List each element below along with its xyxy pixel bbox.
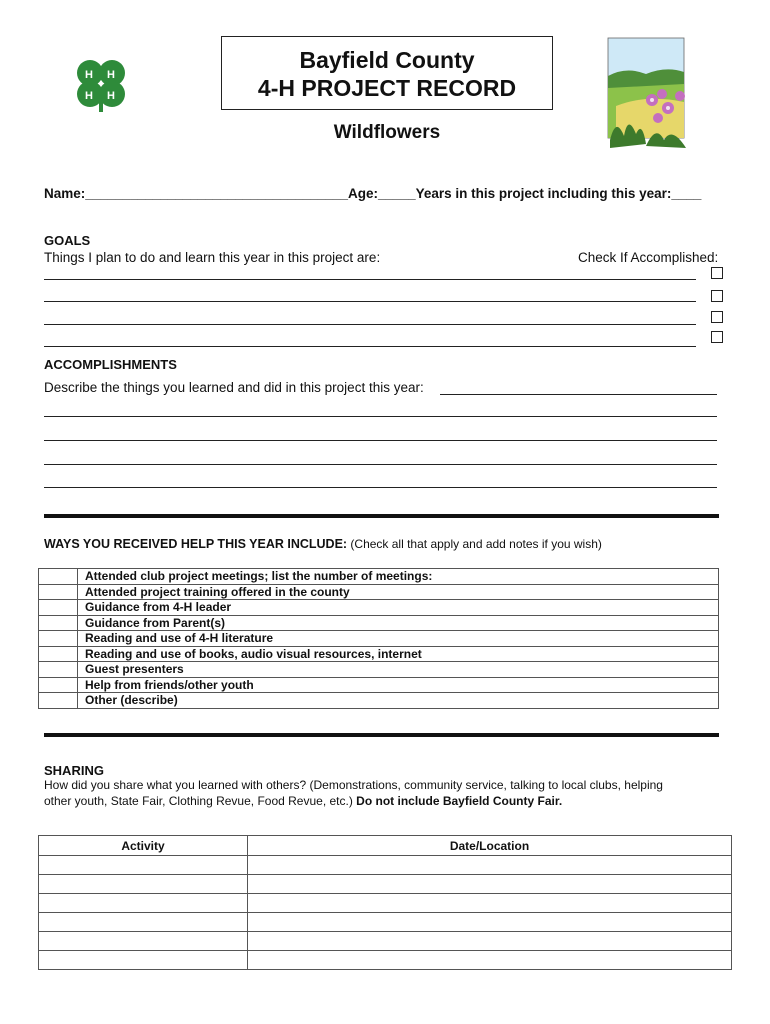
help-check-cell[interactable] [39,677,78,693]
accomplishments-heading: ACCOMPLISHMENTS [44,357,177,372]
date-location-cell[interactable] [248,932,732,951]
sharing-table [38,835,732,970]
activity-cell[interactable] [39,951,248,970]
goal-checkbox[interactable] [711,331,723,343]
activity-cell[interactable] [39,913,248,932]
wildflower-illustration [606,36,690,154]
date-location-cell[interactable] [248,951,732,970]
column-header-activity: Activity [39,836,248,856]
table-row [39,615,719,631]
help-item: Reading and use of 4-H literature [78,631,719,647]
title-county: Bayfield County [299,47,475,73]
title-record: 4-H PROJECT RECORD [257,75,517,101]
help-heading-row [44,537,602,551]
table-row [39,932,732,951]
table-row [39,600,719,616]
title-box [221,36,553,110]
help-check-cell[interactable] [39,615,78,631]
table-row [39,584,719,600]
table-row [39,693,719,709]
svg-text:H: H [107,69,115,81]
activity-cell[interactable] [39,932,248,951]
help-item: Other (describe) [78,693,719,709]
sharing-text-line1: How did you share what you learned with others? (Demonstrations, community service, talking to local clubs, helping [44,778,663,792]
table-row [39,662,719,678]
section-divider [44,733,719,737]
help-item: Guidance from Parent(s) [78,615,719,631]
date-location-cell[interactable] [248,913,732,932]
help-check-cell[interactable] [39,569,78,585]
help-check-cell[interactable] [39,584,78,600]
goals-heading: GOALS [44,233,91,248]
table-row [39,894,732,913]
goal-line[interactable] [44,301,696,302]
svg-text:H: H [85,90,93,102]
help-heading: WAYS YOU RECEIVED HELP THIS YEAR INCLUDE: [44,537,348,551]
goal-line[interactable] [44,346,696,347]
table-row [39,951,732,970]
help-item: Help from friends/other youth [78,677,719,693]
help-check-cell[interactable] [39,693,78,709]
goal-line[interactable] [44,324,696,325]
help-check-cell[interactable] [39,600,78,616]
date-location-cell[interactable] [248,875,732,894]
goal-checkbox[interactable] [711,311,723,323]
activity-cell[interactable] [39,894,248,913]
help-check-cell[interactable] [39,646,78,662]
sharing-heading: SHARING [44,763,104,778]
column-header-date-location: Date/Location [248,836,732,856]
4h-clover-logo [74,56,128,112]
check-accomplished-label: Check If Accomplished: [578,250,719,265]
help-item: Guidance from 4-H leader [78,600,719,616]
help-check-cell[interactable] [39,631,78,647]
goal-checkbox[interactable] [711,267,723,279]
help-note: (Check all that apply and add notes if you wish) [347,537,602,551]
table-row [39,913,732,932]
section-divider [44,514,719,518]
goal-line[interactable] [44,279,696,280]
accomplishment-line[interactable] [44,440,717,441]
table-row [39,677,719,693]
svg-text:H: H [107,90,115,102]
accomplishment-line[interactable] [44,416,717,417]
table-header-row [39,836,732,856]
table-row [39,631,719,647]
sharing-text-line2: other youth, State Fair, Clothing Revue, Food Revue, etc.) [44,794,357,808]
help-item: Attended club project meetings; list the number of meetings: [78,569,719,585]
activity-cell[interactable] [39,875,248,894]
date-location-cell[interactable] [248,894,732,913]
table-row [39,856,732,875]
project-subtitle: Wildflowers [333,122,441,143]
accomplishments-prompt: Describe the things you learned and did in this project this year: [44,380,424,395]
help-table [38,568,719,709]
table-row [39,875,732,894]
table-row [39,646,719,662]
accomplishment-line[interactable] [44,464,717,465]
accomplishment-line[interactable] [44,487,717,488]
help-check-cell[interactable] [39,662,78,678]
sharing-text-line2-row [44,794,562,808]
activity-cell[interactable] [39,856,248,875]
table-row [39,569,719,585]
help-item: Reading and use of books, audio visual resources, internet [78,646,719,662]
sharing-exclusion-note: Do not include Bayfield County Fair. [356,794,563,808]
goal-checkbox[interactable] [711,290,723,302]
help-item: Attended project training offered in the county [78,584,719,600]
name-age-years-line[interactable]: Name:___________________________________Age:_____Years in this project including this year:____ [44,186,702,201]
help-item: Guest presenters [78,662,719,678]
accomplishment-line[interactable] [440,394,717,395]
goals-prompt: Things I plan to do and learn this year in this project are: [44,250,381,265]
date-location-cell[interactable] [248,856,732,875]
svg-text:H: H [85,69,93,81]
